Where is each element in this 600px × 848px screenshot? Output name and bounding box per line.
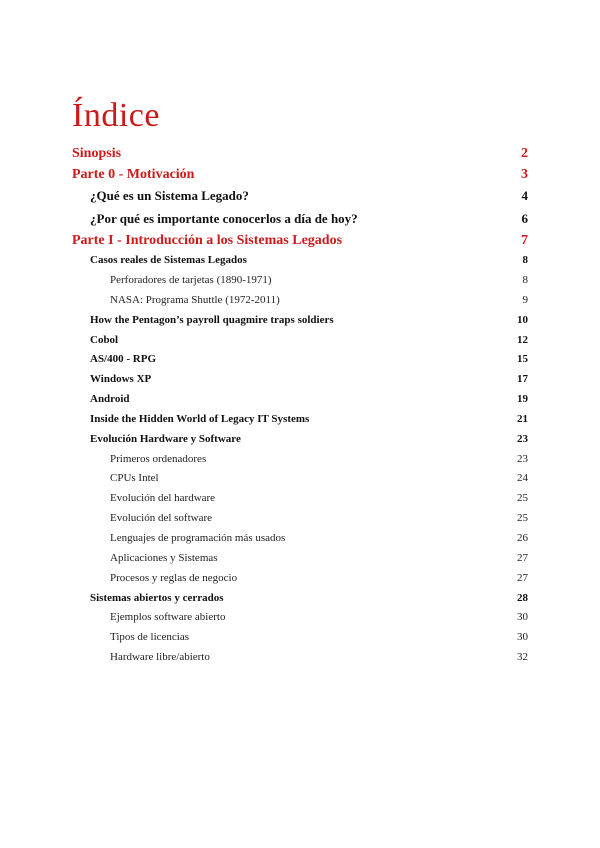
toc-entry-pentagon[interactable] xyxy=(0,314,600,334)
toc-entry-label: Hardware libre/abierto xyxy=(110,651,210,663)
toc-entry-page: 27 xyxy=(517,552,528,564)
page-title: Índice xyxy=(72,96,160,134)
toc-entry-que-es[interactable] xyxy=(0,188,600,208)
toc-entry-label: ¿Por qué es importante conocerlos a día de hoy? xyxy=(90,211,358,226)
toc-entry-perforadores[interactable] xyxy=(0,274,600,294)
toc-entry-page: 23 xyxy=(517,453,528,465)
toc-entry-label: Casos reales de Sistemas Legados xyxy=(90,254,247,266)
toc-entry-label: Aplicaciones y Sistemas xyxy=(110,552,218,564)
toc-entry-label: Perforadores de tarjetas (1890-1971) xyxy=(110,274,272,286)
toc-entry-por-que[interactable] xyxy=(0,211,600,231)
toc-entry-label: Evolución Hardware y Software xyxy=(90,433,241,445)
toc-entry-windows-xp[interactable] xyxy=(0,373,600,393)
toc-entry-primeros-ordenadores[interactable] xyxy=(0,453,600,473)
toc-entry-label: Android xyxy=(90,393,130,405)
toc-entry-label: Parte 0 - Motivación xyxy=(72,167,195,182)
toc-entry-page: 23 xyxy=(517,433,528,445)
toc-entry-sinopsis[interactable] xyxy=(0,146,600,166)
toc-entry-page: 8 xyxy=(522,274,528,286)
toc-entry-page: 3 xyxy=(521,167,528,182)
toc-entry-label: Inside the Hidden World of Legacy IT Systems xyxy=(90,413,310,425)
toc-entry-page: 10 xyxy=(517,314,528,326)
toc-entry-ejemplos-software[interactable] xyxy=(0,611,600,631)
toc-entry-label: Tipos de licencias xyxy=(110,631,190,643)
toc-entry-label: NASA: Programa Shuttle (1972-2011) xyxy=(110,294,280,306)
toc-entry-page: 2 xyxy=(521,146,528,161)
toc-entry-sistemas-abiertos[interactable] xyxy=(0,592,600,612)
toc-entry-hardware-libre[interactable] xyxy=(0,651,600,671)
toc-entry-parte-0[interactable] xyxy=(0,167,600,187)
toc-entry-page: 19 xyxy=(517,393,528,405)
toc-entry-page: 25 xyxy=(517,512,528,524)
toc-entry-label: CPUs Intel xyxy=(110,472,159,484)
toc-entry-evolucion-hw-sw[interactable] xyxy=(0,433,600,453)
toc-entry-page: 4 xyxy=(521,188,528,203)
toc-entry-page: 27 xyxy=(517,572,528,584)
toc-entry-as400[interactable] xyxy=(0,353,600,373)
toc-entry-page: 32 xyxy=(517,651,528,663)
toc-entry-label: Sinopsis xyxy=(72,146,122,161)
toc-entry-label: Parte I - Introducción a los Sistemas Legados xyxy=(72,233,343,248)
toc-entry-page: 24 xyxy=(517,472,528,484)
toc-entry-page: 30 xyxy=(517,611,528,623)
toc-entry-lenguajes[interactable] xyxy=(0,532,600,552)
toc-entry-label: How the Pentagon’s payroll quagmire traps soldiers xyxy=(90,314,334,326)
toc-entry-label: ¿Qué es un Sistema Legado? xyxy=(90,188,249,203)
toc-entry-page: 15 xyxy=(517,353,528,365)
toc-entry-android[interactable] xyxy=(0,393,600,413)
toc-entry-page: 30 xyxy=(517,631,528,643)
toc-entry-page: 6 xyxy=(521,211,528,226)
toc-entry-label: Evolución del software xyxy=(110,512,213,524)
toc-entry-cpus-intel[interactable] xyxy=(0,472,600,492)
toc-entry-page: 26 xyxy=(517,532,528,544)
toc-entry-label: Primeros ordenadores xyxy=(110,453,207,465)
toc-entry-page: 7 xyxy=(521,233,528,248)
toc-entry-label: Cobol xyxy=(90,334,119,346)
toc-entry-nasa[interactable] xyxy=(0,294,600,314)
toc-entry-label: Evolución del hardware xyxy=(110,492,216,504)
toc-entry-label: AS/400 - RPG xyxy=(90,353,156,365)
toc-entry-label: Ejemplos software abierto xyxy=(110,611,226,623)
toc-entry-tipos-licencias[interactable] xyxy=(0,631,600,651)
toc-entry-page: 25 xyxy=(517,492,528,504)
toc-entry-page: 17 xyxy=(517,373,528,385)
toc-entry-page: 28 xyxy=(517,592,528,604)
toc-entry-label: Lenguajes de programación más usados xyxy=(110,532,286,544)
toc-entry-label: Sistemas abiertos y cerrados xyxy=(90,592,224,604)
toc-entry-aplicaciones[interactable] xyxy=(0,552,600,572)
toc-entry-hidden-world[interactable] xyxy=(0,413,600,433)
toc-entry-page: 8 xyxy=(522,254,528,266)
toc-entry-label: Procesos y reglas de negocio xyxy=(110,572,238,584)
toc-entry-evolucion-software[interactable] xyxy=(0,512,600,532)
toc-entry-label: Windows XP xyxy=(90,373,152,385)
toc-entry-cobol[interactable] xyxy=(0,334,600,354)
toc-entry-page: 9 xyxy=(522,294,528,306)
toc-entry-page: 21 xyxy=(517,413,528,425)
toc-entry-evolucion-hardware[interactable] xyxy=(0,492,600,512)
toc-entry-page: 12 xyxy=(517,334,528,346)
toc-entry-parte-1[interactable] xyxy=(0,233,600,253)
toc-entry-casos-reales[interactable] xyxy=(0,254,600,274)
toc-entry-procesos[interactable] xyxy=(0,572,600,592)
